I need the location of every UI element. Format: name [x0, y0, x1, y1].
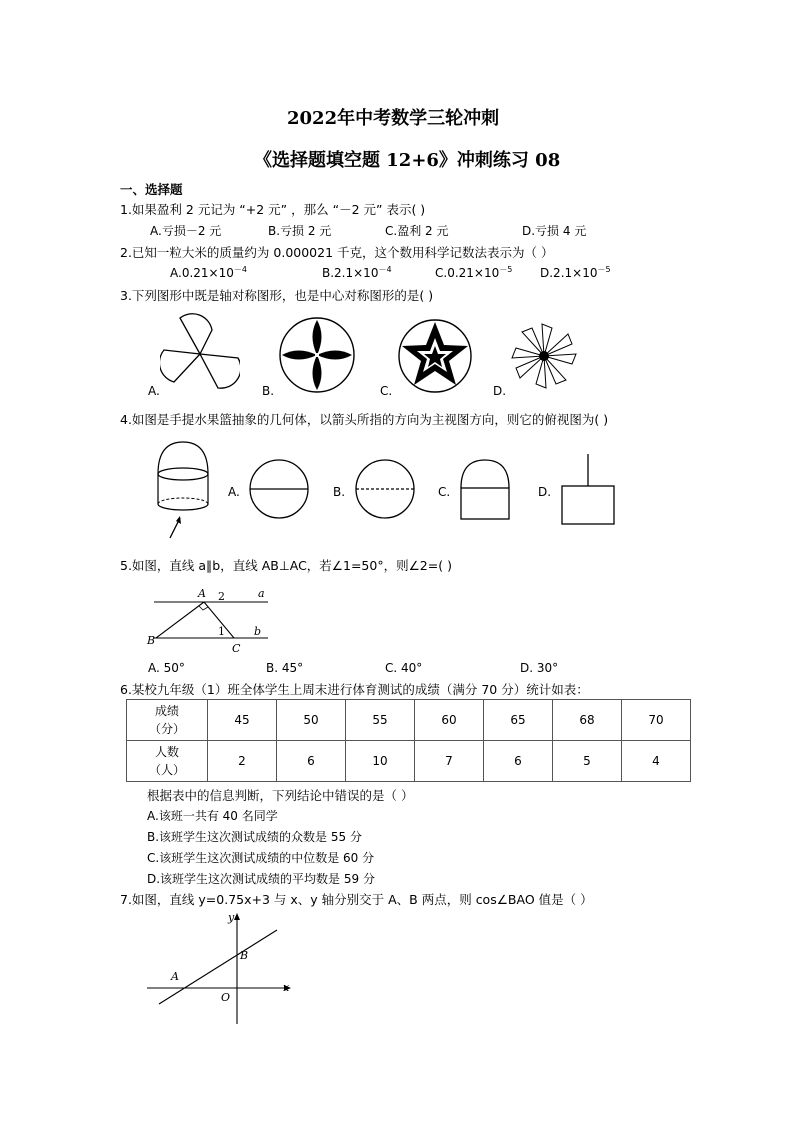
table-header-score: 成绩 （分） — [127, 700, 208, 741]
table-cell: 65 — [484, 700, 553, 741]
q7-origin: O — [221, 991, 231, 1004]
q3-figure-c-star-circle — [396, 316, 474, 394]
q5-option-a: A. 50° — [148, 661, 185, 675]
table-cell: 2 — [208, 741, 277, 782]
q2-option-c: $C.0.21\times 10^{-5}$ — [435, 265, 513, 280]
table-cell: 60 — [415, 700, 484, 741]
q3-label-c: C. — [380, 384, 393, 398]
q4-option-d-rect-stem — [560, 452, 616, 526]
q6-lead: 根据表中的信息判断，下列结论中错误的是（ ） — [147, 788, 414, 803]
q7-axis-x: x — [283, 981, 290, 994]
q1-option-c: C.盈利 2 元 — [385, 224, 449, 238]
q4-label-a: A. — [228, 485, 240, 499]
question-3-stem: 3.下列图形中既是轴对称图形，也是中心对称图形的是( ) — [120, 288, 434, 303]
q4-label-c: C. — [438, 485, 451, 499]
q5-angle-2: 2 — [218, 590, 225, 603]
table-cell: 5 — [553, 741, 622, 782]
q6-option-b: B.该班学生这次测试成绩的众数是 55 分 — [147, 830, 362, 844]
table-cell: 55 — [346, 700, 415, 741]
q7-figure-coordinate-line — [145, 908, 295, 1026]
q5-option-c: C. 40° — [385, 661, 423, 675]
q6-option-a: A.该班一共有 40 名同学 — [147, 809, 278, 823]
table-cell: 6 — [484, 741, 553, 782]
q3-label-a: A. — [148, 384, 160, 398]
q7-point-a: A — [171, 970, 179, 983]
question-2-stem: 2.已知一粒大米的质量约为 0.000021 千克，这个数用科学记数法表示为（ ） — [120, 245, 554, 260]
q1-option-b: B.亏损 2 元 — [268, 224, 332, 238]
q7-point-b: B — [240, 949, 249, 962]
q2-option-b: $B.2.1\times 10^{-4}$ — [322, 265, 392, 280]
q4-figure-basket-solid — [152, 440, 214, 540]
q5-line-b: b — [254, 625, 262, 638]
page-subtitle: 《选择题填空题 12+6》冲刺练习 08 — [254, 150, 561, 171]
q3-label-b: B. — [262, 384, 275, 398]
q5-option-d: D. 30° — [520, 661, 559, 675]
q6-option-d: D.该班学生这次测试成绩的平均数是 59 分 — [147, 872, 375, 886]
q1-option-a: A.亏损－2 元 — [150, 224, 222, 238]
q6-option-c: C.该班学生这次测试成绩的中位数是 60 分 — [147, 851, 375, 865]
table-cell: 68 — [553, 700, 622, 741]
table-row — [127, 700, 691, 741]
q5-point-a: A — [198, 587, 206, 600]
question-5-stem: 5.如图，直线 a∥b，直线 AB⊥AC，若∠1=50°，则∠2=( ) — [120, 558, 452, 573]
q4-label-d: D. — [538, 485, 552, 499]
q5-angle-1: 1 — [218, 625, 225, 638]
question-1-stem: 1.如果盈利 2 元记为 “+2 元” ，那么 “－2 元” 表示( ) — [120, 202, 426, 217]
q5-point-b: B — [147, 634, 156, 647]
section-heading: 一、选择题 — [120, 182, 183, 197]
table-cell: 50 — [277, 700, 346, 741]
question-7-stem: 7.如图，直线 y=0.75x+3 与 x、y 轴分别交于 A、B 两点，则 cos∠BAO 值是（ ） — [120, 892, 593, 907]
q5-figure-parallel-lines — [142, 582, 272, 656]
q2-option-d: $D.2.1\times 10^{-5}$ — [540, 265, 611, 280]
q4-option-b-circle-dashed-line — [354, 458, 416, 520]
q3-figure-d-windmill — [508, 320, 580, 392]
table-cell: 4 — [622, 741, 691, 782]
q5-option-b: B. 45° — [266, 661, 304, 675]
q5-line-a: a — [258, 587, 265, 600]
table-cell: 7 — [415, 741, 484, 782]
q5-point-c: C — [232, 642, 241, 655]
q3-label-d: D. — [493, 384, 507, 398]
q7-axis-y: y — [228, 911, 235, 924]
table-row — [127, 741, 691, 782]
question-6-stem: 6.某校九年级（1）班全体学生上周末进行体育测试的成绩（满分 70 分）统计如表： — [120, 682, 589, 697]
table-cell: 70 — [622, 700, 691, 741]
q4-option-a-circle-solid-line — [248, 458, 310, 520]
q4-label-b: B. — [333, 485, 346, 499]
page-title: 2022年中考数学三轮冲刺 — [287, 108, 500, 129]
q2-option-a: $A.0.21\times 10^{-4}$ — [170, 265, 247, 280]
q6-score-table — [126, 699, 691, 782]
table-cell: 6 — [277, 741, 346, 782]
table-header-count: 人数 （人） — [127, 741, 208, 782]
question-4-stem: 4.如图是手提水果篮抽象的几何体，以箭头所指的方向为主视图方向，则它的俯视图为( ) — [120, 412, 609, 427]
q3-figure-b-flower-circle — [278, 316, 356, 394]
q4-option-c-arch-square — [458, 458, 512, 522]
q3-figure-a-pinwheel — [160, 310, 240, 396]
table-cell: 45 — [208, 700, 277, 741]
q1-option-d: D.亏损 4 元 — [522, 224, 587, 238]
table-cell: 10 — [346, 741, 415, 782]
